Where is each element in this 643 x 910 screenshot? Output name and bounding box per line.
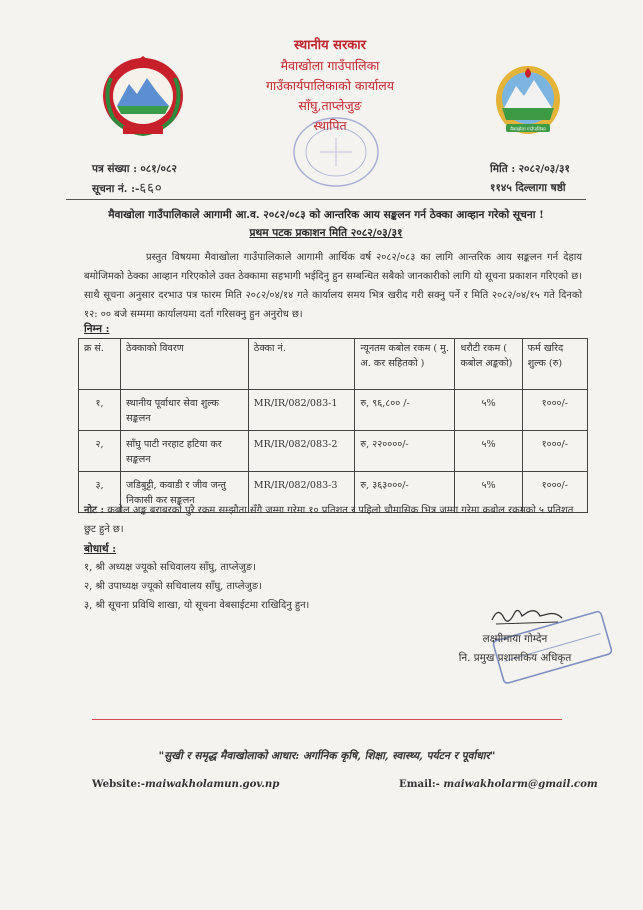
notice-paragraph: प्रस्तुत विषयमा मैवाखोला गाउँपालिकाले आगामी आर्थिक वर्ष २०८२/०८३ का लागि आन्तरिक आय सङ्कलन गर्न देहाय बमोजिमको ठेक्का आव्हान गरिएकोले उक्त ठेक्कामा सहभागी भईदिनु हुन सम्बन्धित सबैको जानकारीको लागि यो सूचना प्रकाशन गरिएको छ। साथै सूचना अनुसार दरभाउ पत्र फारम मिति २०८२/०४/१४ गते कार्यालय समय भित्र खरीद गरी सक्नु पर्ने र मिति २०८२/०४/१५ गते दिनको १२: ०० बजे सम्ममा कार्यालयमा दर्ता गरिसक्नु हुन अनुरोध छ।: [84, 252, 582, 320]
table-row: [79, 390, 588, 431]
date-label: मिति :: [490, 163, 516, 175]
office-stamp-icon: [290, 112, 382, 192]
footer-website: [92, 778, 279, 790]
email-label: Email:-: [399, 778, 440, 790]
table-header-row: [79, 339, 588, 390]
table-cell: रु, ३६३०००/-: [355, 472, 455, 513]
date-value: २०८२/०३/३१: [518, 163, 570, 175]
footer-divider: [92, 719, 562, 720]
letter-meta-left: [92, 160, 177, 199]
list-item: १, श्री अध्यक्ष ज्यूको सचिवालय साँघु, ताप्लेजुङ।: [84, 562, 256, 573]
notice-title-sub: प्रथम पटक प्रकाशन मिति २०८२/०३/३१: [249, 227, 403, 239]
table-cell: १०००/-: [522, 472, 587, 513]
table-cell: ५%: [455, 472, 522, 513]
footer-motto: "सुखी र समृद्ध मैवाखोलाको आधार: अर्गानिक कृषि, शिक्षा, स्वास्थ्य, पर्यटन र पूर्वाधार": [158, 750, 496, 762]
email-link[interactable]: maiwakholarm@gmail.com: [443, 778, 598, 790]
bodharth-list: [84, 558, 309, 615]
table-header-cell: धरौटी रकम ( कबोल अङ्कको): [455, 339, 522, 390]
edition-text: ११४५ दिल्लागा षष्ठी: [490, 182, 566, 194]
note-body: कबोल अङ्क बराबरको पुरै रकम सम्झौता सँगै जम्मा गरेमा १० प्रतिशत र पहिलो चौमासिक भित्र जम्मा गरेमा कबोल रकमको ५ प्रतिशत छुट हुने छ।: [84, 505, 574, 535]
table-header-cell: न्यूनतम कबोल रकम ( मु. अ. कर सहितको ): [355, 339, 455, 390]
header-line-4: साँघु,ताप्लेजुङ: [298, 98, 362, 113]
table-cell: स्थानीय पूर्वाधार सेवा शुल्क सङ्कलन: [121, 390, 249, 431]
table-row: [79, 431, 588, 472]
list-item: ३, श्री सूचना प्रविधि शाखा, यो सूचना वेबसाईटमा राखिदिनु हुन।: [84, 600, 310, 611]
table-cell: १,: [79, 390, 121, 431]
table-cell: ५%: [455, 431, 522, 472]
table-header-cell: फर्म खरिद शुल्क (रु): [522, 339, 587, 390]
table-cell: ५%: [455, 390, 522, 431]
note-label: नोट :: [84, 505, 105, 516]
tender-table: [78, 338, 588, 513]
table-header-cell: क्र सं.: [79, 339, 121, 390]
signatory-name: लक्ष्मीमाया गोम्देन: [482, 633, 548, 645]
nepal-emblem-icon: [95, 48, 191, 140]
chalani-value: ६६०: [139, 181, 163, 196]
bodharth-label: बोधार्थ :: [84, 543, 117, 555]
table-cell: १०००/-: [522, 390, 587, 431]
header-line-3: गाउँकार्यपालिकाको कार्यालय: [266, 78, 394, 93]
notice-title-main: मैवाखोला गाउँपालिकाले आगामी आ.व. २०८२/०८३ को आन्तरिक आय सङ्कलन गर्न ठेक्का आव्हान गरेको सूचना !: [108, 209, 544, 221]
patra-label: पत्र संख्या :: [92, 163, 137, 175]
header-line-2: मैवाखोला गाउँपालिका: [280, 58, 380, 73]
table-cell: MR/IR/082/083-2: [248, 431, 355, 472]
footer-email: [399, 778, 598, 790]
patra-value: ०८१/०८२: [140, 163, 177, 175]
signatory-designation: नि. प्रमुख प्रशासकिय अधिकृत: [458, 652, 572, 664]
table-cell: २,: [79, 431, 121, 472]
table-cell: ३,: [79, 472, 121, 513]
header-line-1: स्थानीय सरकार: [294, 38, 366, 53]
notice-body: [84, 248, 582, 324]
table-header-cell: ठेक्काको विवरण: [121, 339, 249, 390]
header-line-5: स्थापित: [313, 118, 347, 133]
table-cell: रु, २२००००/-: [355, 431, 455, 472]
signatory-block: [440, 630, 590, 668]
website-label: Website:-: [92, 778, 145, 790]
note-text: [84, 501, 584, 539]
logo-caption: मैवाखोला गाउँपालिका: [510, 127, 546, 133]
table-header-cell: ठेक्का नं.: [248, 339, 355, 390]
table-cell: साँघु पाटी नरहाट हटिया कर सङ्कलन: [121, 431, 249, 472]
letter-meta-right: [490, 160, 570, 198]
table-cell: MR/IR/082/083-1: [248, 390, 355, 431]
table-cell: १०००/-: [522, 431, 587, 472]
section-label: निम्न :: [84, 323, 110, 335]
table-cell: रु, ९६,८०० /-: [355, 390, 455, 431]
notice-title: [66, 206, 586, 242]
table-cell: जडिबुट्टी, कवाडी र जीव जन्तु निकासी कर सङ्कलन: [121, 472, 249, 513]
table-cell: MR/IR/082/083-3: [248, 472, 355, 513]
header-divider: [66, 199, 586, 200]
municipality-logo-icon: [492, 62, 564, 140]
list-item: २, श्री उपाध्यक्ष ज्यूको सचिवालय साँघु, ताप्लेजुङ।: [84, 581, 262, 592]
chalani-label: सूचना नं. :-: [92, 183, 140, 195]
website-link[interactable]: maiwakholamun.gov.np: [145, 778, 280, 790]
